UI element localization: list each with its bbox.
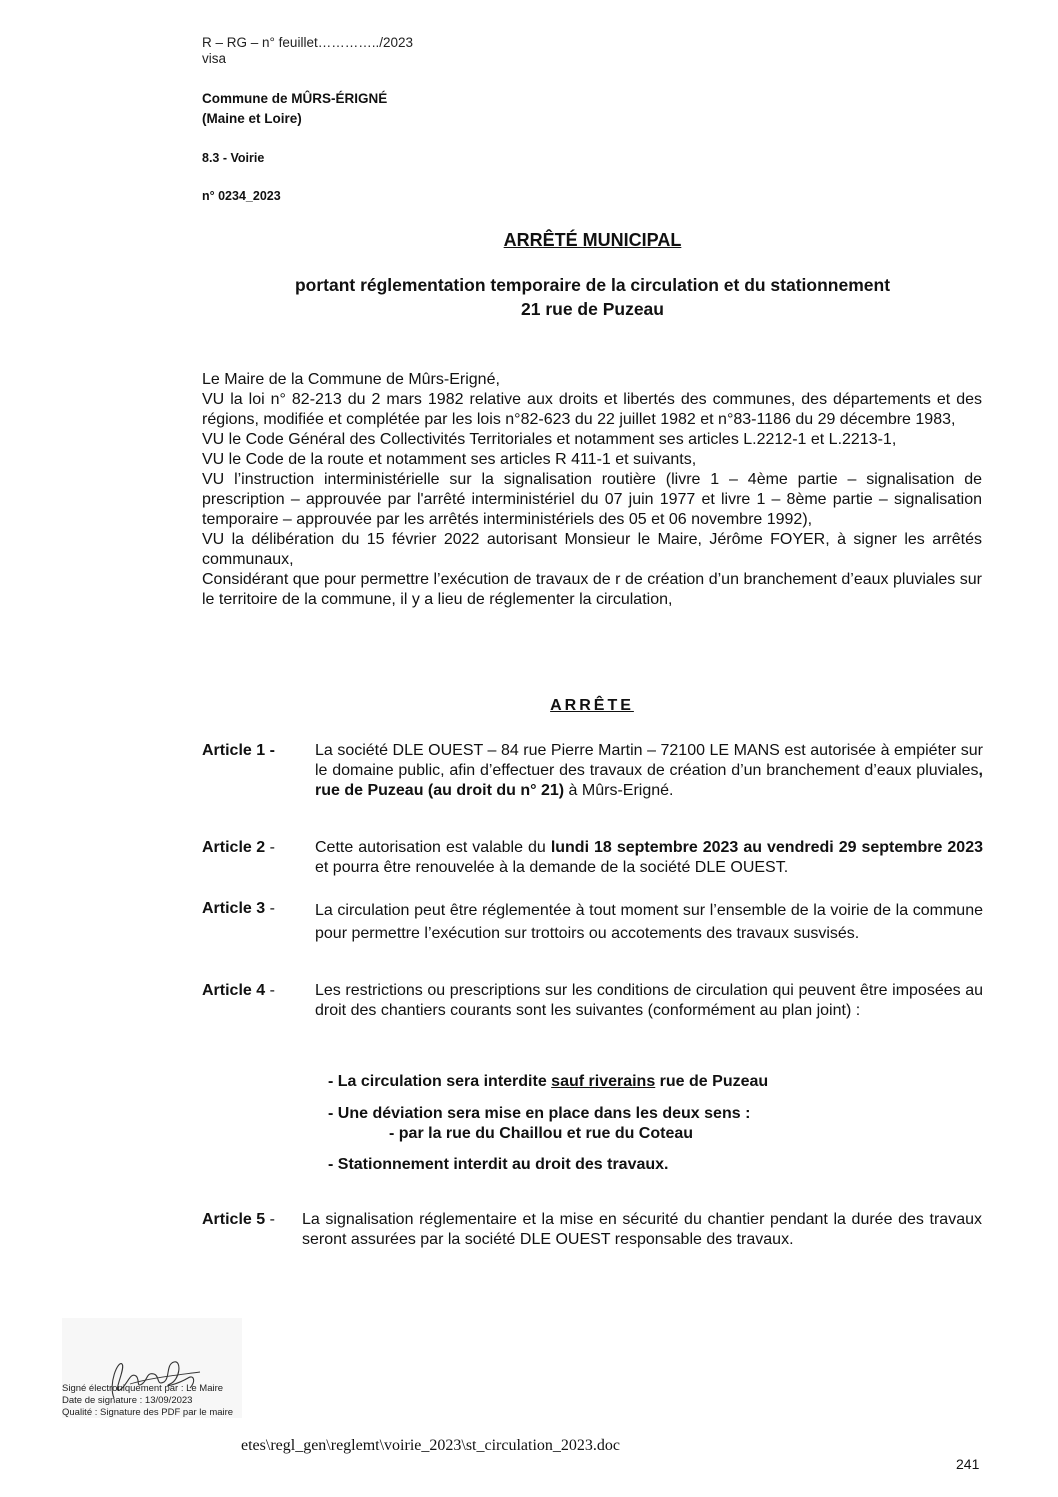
subtitle-line-2: 21 rue de Puzeau: [521, 299, 664, 319]
prescription-2-detour: - par la rue du Chaillou et rue du Coteau: [389, 1125, 694, 1142]
article-label-dash: -: [265, 982, 275, 999]
signature-date: Date de signature : 13/09/2023: [62, 1395, 193, 1406]
signature-signed-by: Signé électroniquement par : Le Maire: [62, 1383, 224, 1394]
arrete-heading: ARRÊTE: [550, 697, 634, 714]
preamble-item: VU la loi n° 82-213 du 2 mars 1982 relative aux droits et libertés des communes, des départements et des régions, modifiée et complétée par les lois n°82-623 du 22 juillet 1982 et n°83-1186 du 29 décembre 1983,: [202, 391, 982, 428]
commune-name: Commune de MÛRS-ÉRIGNÉ: [202, 91, 388, 106]
article-2-label: [202, 838, 275, 858]
article-1-tail: à Mûrs-Erigné.: [564, 782, 674, 799]
article-2-body: [315, 838, 983, 878]
article-label-dash: -: [265, 839, 275, 856]
prescription-1-street: rue de Puzeau: [655, 1073, 769, 1090]
department: (Maine et Loire): [202, 111, 302, 126]
article-4-body: Les restrictions ou prescriptions sur les conditions de circulation qui peuvent être imposées au droit des chantiers courants sont les suivantes (conformément au plan joint) :: [315, 982, 983, 1019]
article-label-text: Article 2: [202, 839, 266, 856]
article-1-body: [315, 741, 983, 801]
visa-label: visa: [202, 51, 227, 66]
article-2-tail: et pourra être renouvelée à la demande de la société DLE OUEST.: [315, 859, 789, 876]
article-1-label: [202, 741, 275, 761]
article-label-text: Article 3: [202, 900, 266, 917]
preamble-item: VU la délibération du 15 février 2022 autorisant Monsieur le Maire, Jérôme FOYER, à signer les arrêtés communaux,: [202, 531, 982, 568]
article-5-body: La signalisation réglementaire et la mise en sécurité du chantier pendant la durée des travaux seront assurées par la société DLE OUEST responsable des travaux.: [302, 1211, 982, 1248]
preamble-item: VU le Code de la route et notamment ses articles R 411-1 et suivants,: [202, 451, 697, 468]
prescription-2: - Une déviation sera mise en place dans les deux sens :: [328, 1105, 751, 1122]
prescription-1-text: - La circulation sera interdite: [328, 1073, 552, 1090]
page-title: ARRÊTÉ MUNICIPAL: [503, 230, 682, 250]
article-label-text: Article 4: [202, 982, 266, 999]
category: 8.3 - Voirie: [202, 151, 265, 165]
article-3-label: [202, 899, 275, 919]
prescription-3: - Stationnement interdit au droit des travaux.: [328, 1156, 669, 1173]
article-3-body: La circulation peut être réglementée à tout moment sur l’ensemble de la voirie de la commune pour permettre l’exécution sur trottoirs ou accotements des travaux susvisés.: [315, 902, 983, 942]
article-label-text: Article 1 -: [202, 742, 275, 759]
decree-number: n° 0234_2023: [202, 189, 281, 203]
article-2-dates: lundi 18 septembre 2023 au vendredi 29 septembre 2023: [550, 839, 984, 856]
article-label-dash: -: [265, 1211, 275, 1228]
page-number: 241: [956, 1456, 980, 1472]
document-file-path: etes\regl_gen\reglemt\voirie_2023\st_circulation_2023.doc: [241, 1437, 621, 1454]
preamble: [202, 370, 982, 610]
preamble-item: VU le Code Général des Collectivités Territoriales et notamment ses articles L.2212-1 et L.2213-1,: [202, 431, 897, 448]
preamble-item: Le Maire de la Commune de Mûrs-Erigné,: [202, 371, 500, 388]
signature-quality: Qualité : Signature des PDF par le maire: [62, 1407, 234, 1418]
prescription-1-exception: sauf riverains: [551, 1073, 656, 1090]
preamble-item: VU l’instruction interministérielle sur la signalisation routière (livre 1 – 4ème partie – signalisation de prescription – approuvée par l'arrêté interministériel du 07 juin 1977 et livre 1 – 8ème partie – signalisation temporaire – approuvée par les arrêtés interministériels des 05 et 06 novembre 1992),: [202, 471, 982, 528]
article-4-label: [202, 981, 275, 1001]
article-label-dash: -: [265, 900, 275, 917]
subtitle-line-1: portant réglementation temporaire de la circulation et du stationnement: [294, 275, 891, 295]
article-1-text: La société DLE OUEST – 84 rue Pierre Martin – 72100 LE MANS est autorisée à empiéter sur le domaine public, afin d’effectuer des travaux de création d’un branchement d’eaux pluviales: [315, 742, 983, 779]
article-5-label: [202, 1210, 275, 1230]
registry-line: R – RG – n° feuillet…………../2023: [202, 35, 413, 50]
article-2-intro: Cette autorisation est valable du: [315, 839, 551, 856]
article-1-location: , rue de Puzeau (au droit du n° 21): [315, 762, 983, 799]
prescription-1: [328, 1072, 768, 1092]
preamble-item: Considérant que pour permettre l’exécution de travaux de r de création d’un branchement d’eaux pluviales sur le territoire de la commune, il y a lieu de réglementer la circulation,: [202, 571, 982, 608]
article-label-text: Article 5: [202, 1211, 266, 1228]
